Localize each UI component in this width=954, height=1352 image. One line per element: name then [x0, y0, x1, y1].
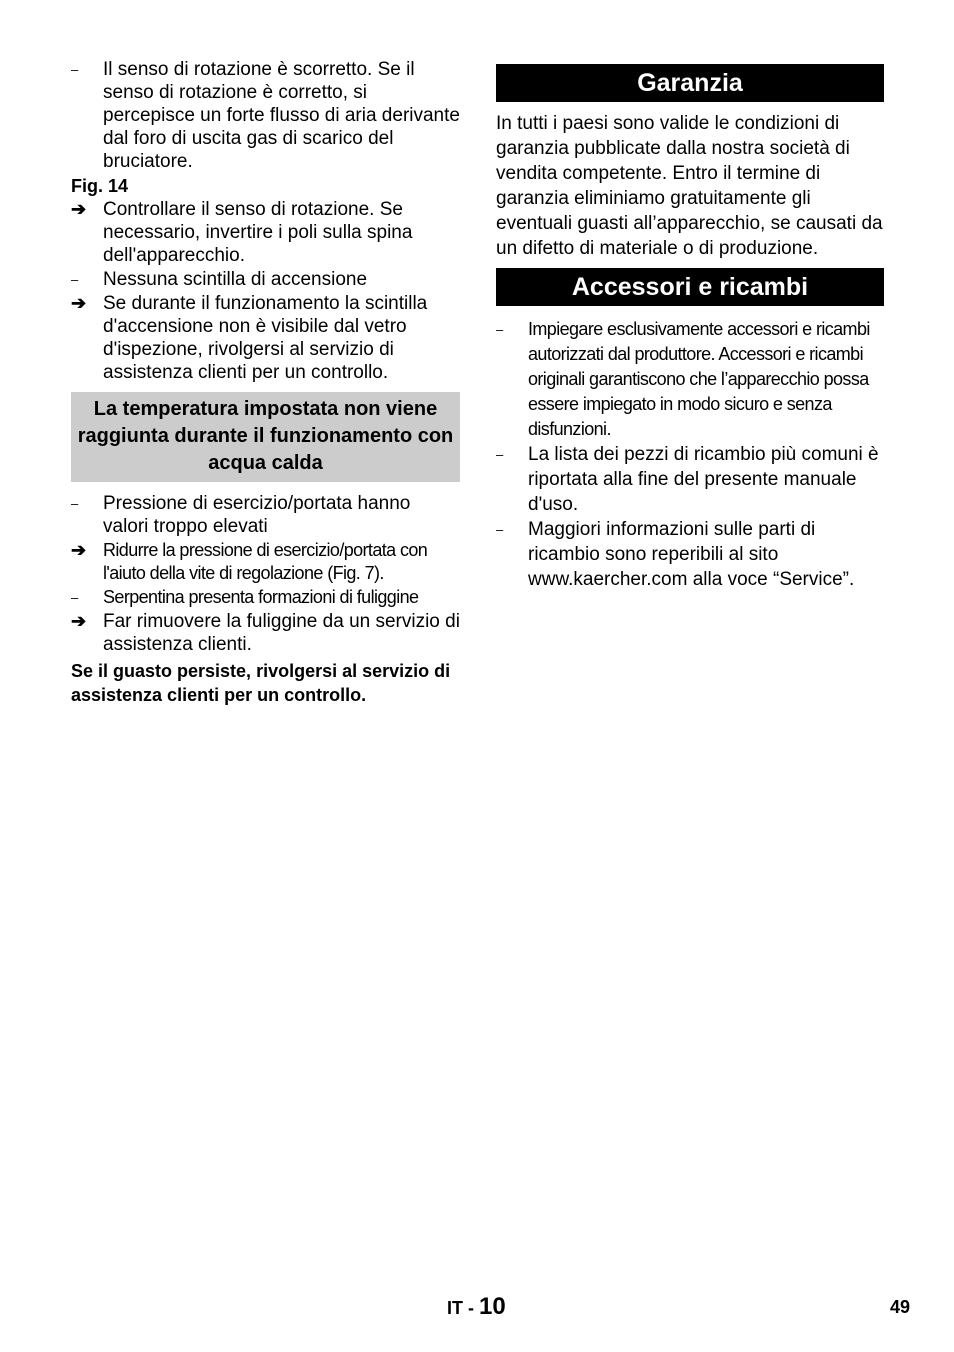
list-item-text: Se durante il funzionamento la scintilla d'accensione non è visibile dal vetro d'ispezione, rivolgersi al servizio di assistenza clienti per un controllo. — [103, 293, 428, 383]
right-column — [496, 58, 884, 592]
list-item-text: Impiegare esclusivamente accessori e ricambi autorizzati dal produttore. Accessori e ricambi originali garantiscono che l’apparecchio possa essere impiegato in modo sicuro e senza disfunzioni. — [528, 319, 870, 439]
page-number: 49 — [890, 1297, 911, 1317]
arrow-right-icon: ➔ — [71, 611, 87, 631]
dash-icon: – — [496, 447, 504, 462]
accessories-list — [496, 317, 884, 592]
list-item-text: Controllare il senso di rotazione. Se necessario, invertire i poli sulla spina dell'apparecchio. — [103, 199, 413, 266]
section-heading: La temperatura impostata non viene raggiunta durante il funzionamento con acqua calda — [71, 392, 460, 482]
dash-icon: – — [71, 272, 79, 287]
list-item-text: Maggiori informazioni sulle parti di ricambio sono reperibili al sito www.kaercher.com alla voce “Service”. — [528, 519, 855, 590]
footer-section-number: 10 — [479, 1293, 506, 1320]
list-item — [71, 586, 460, 609]
list-item — [71, 492, 460, 538]
list-item-text: Pressione di esercizio/portata hanno valori troppo elevati — [103, 493, 411, 537]
list-item-text: Far rimuovere la fuliggine da un servizio di assistenza clienti. — [103, 611, 460, 655]
list-item — [71, 268, 460, 291]
arrow-right-icon: ➔ — [71, 293, 87, 313]
list-item-text: Ridurre la pressione di esercizio/portata con l'aiuto della vite di regolazione (Fig. 7). — [103, 540, 428, 583]
arrow-right-icon: ➔ — [71, 199, 87, 219]
dash-icon: – — [71, 62, 79, 77]
list-item-text: Nessuna scintilla di accensione — [103, 269, 368, 290]
warranty-heading: Garanzia — [496, 64, 884, 102]
dash-icon: – — [71, 496, 79, 511]
footer-section-page — [447, 1293, 506, 1321]
list-item — [496, 442, 884, 517]
list-item — [71, 610, 460, 656]
list-item — [71, 292, 460, 384]
footer-lang: IT — [447, 1298, 463, 1318]
accessories-heading: Accessori e ricambi — [496, 268, 884, 306]
list-item — [71, 198, 460, 267]
dash-icon: – — [496, 322, 503, 337]
list-item-text: La lista dei pezzi di ricambio più comuni è riportata alla fine del presente manuale d'uso. — [528, 444, 879, 515]
closing-note: Se il guasto persiste, rivolgersi al servizio di assistenza clienti per un controllo. — [71, 661, 451, 705]
list-item — [496, 517, 884, 592]
left-column — [71, 58, 460, 707]
list-item — [71, 539, 460, 585]
figure-label: Fig. 14 — [71, 176, 129, 196]
footer-separator: - — [468, 1298, 475, 1318]
list-item-text: Il senso di rotazione è scorretto. Se il senso di rotazione è corretto, si percepisce un forte flusso di aria derivante dal foro di uscita gas di scarico del bruciatore. — [103, 59, 460, 172]
list-item — [496, 317, 884, 442]
dash-icon: – — [496, 522, 504, 537]
dash-icon: – — [71, 590, 78, 605]
list-item — [71, 58, 460, 173]
warranty-text: In tutti i paesi sono valide le condizioni di garanzia pubblicate dalla nostra società di vendita competente. Entro il termine di garanzia eliminiamo gratuitamente gli eventuali guasti all’apparecchio, se causati da un difetto di materiale o di produzione. — [496, 113, 883, 259]
list-item-text: Serpentina presenta formazioni di fuliggine — [103, 587, 419, 607]
arrow-right-icon: ➔ — [71, 540, 86, 560]
